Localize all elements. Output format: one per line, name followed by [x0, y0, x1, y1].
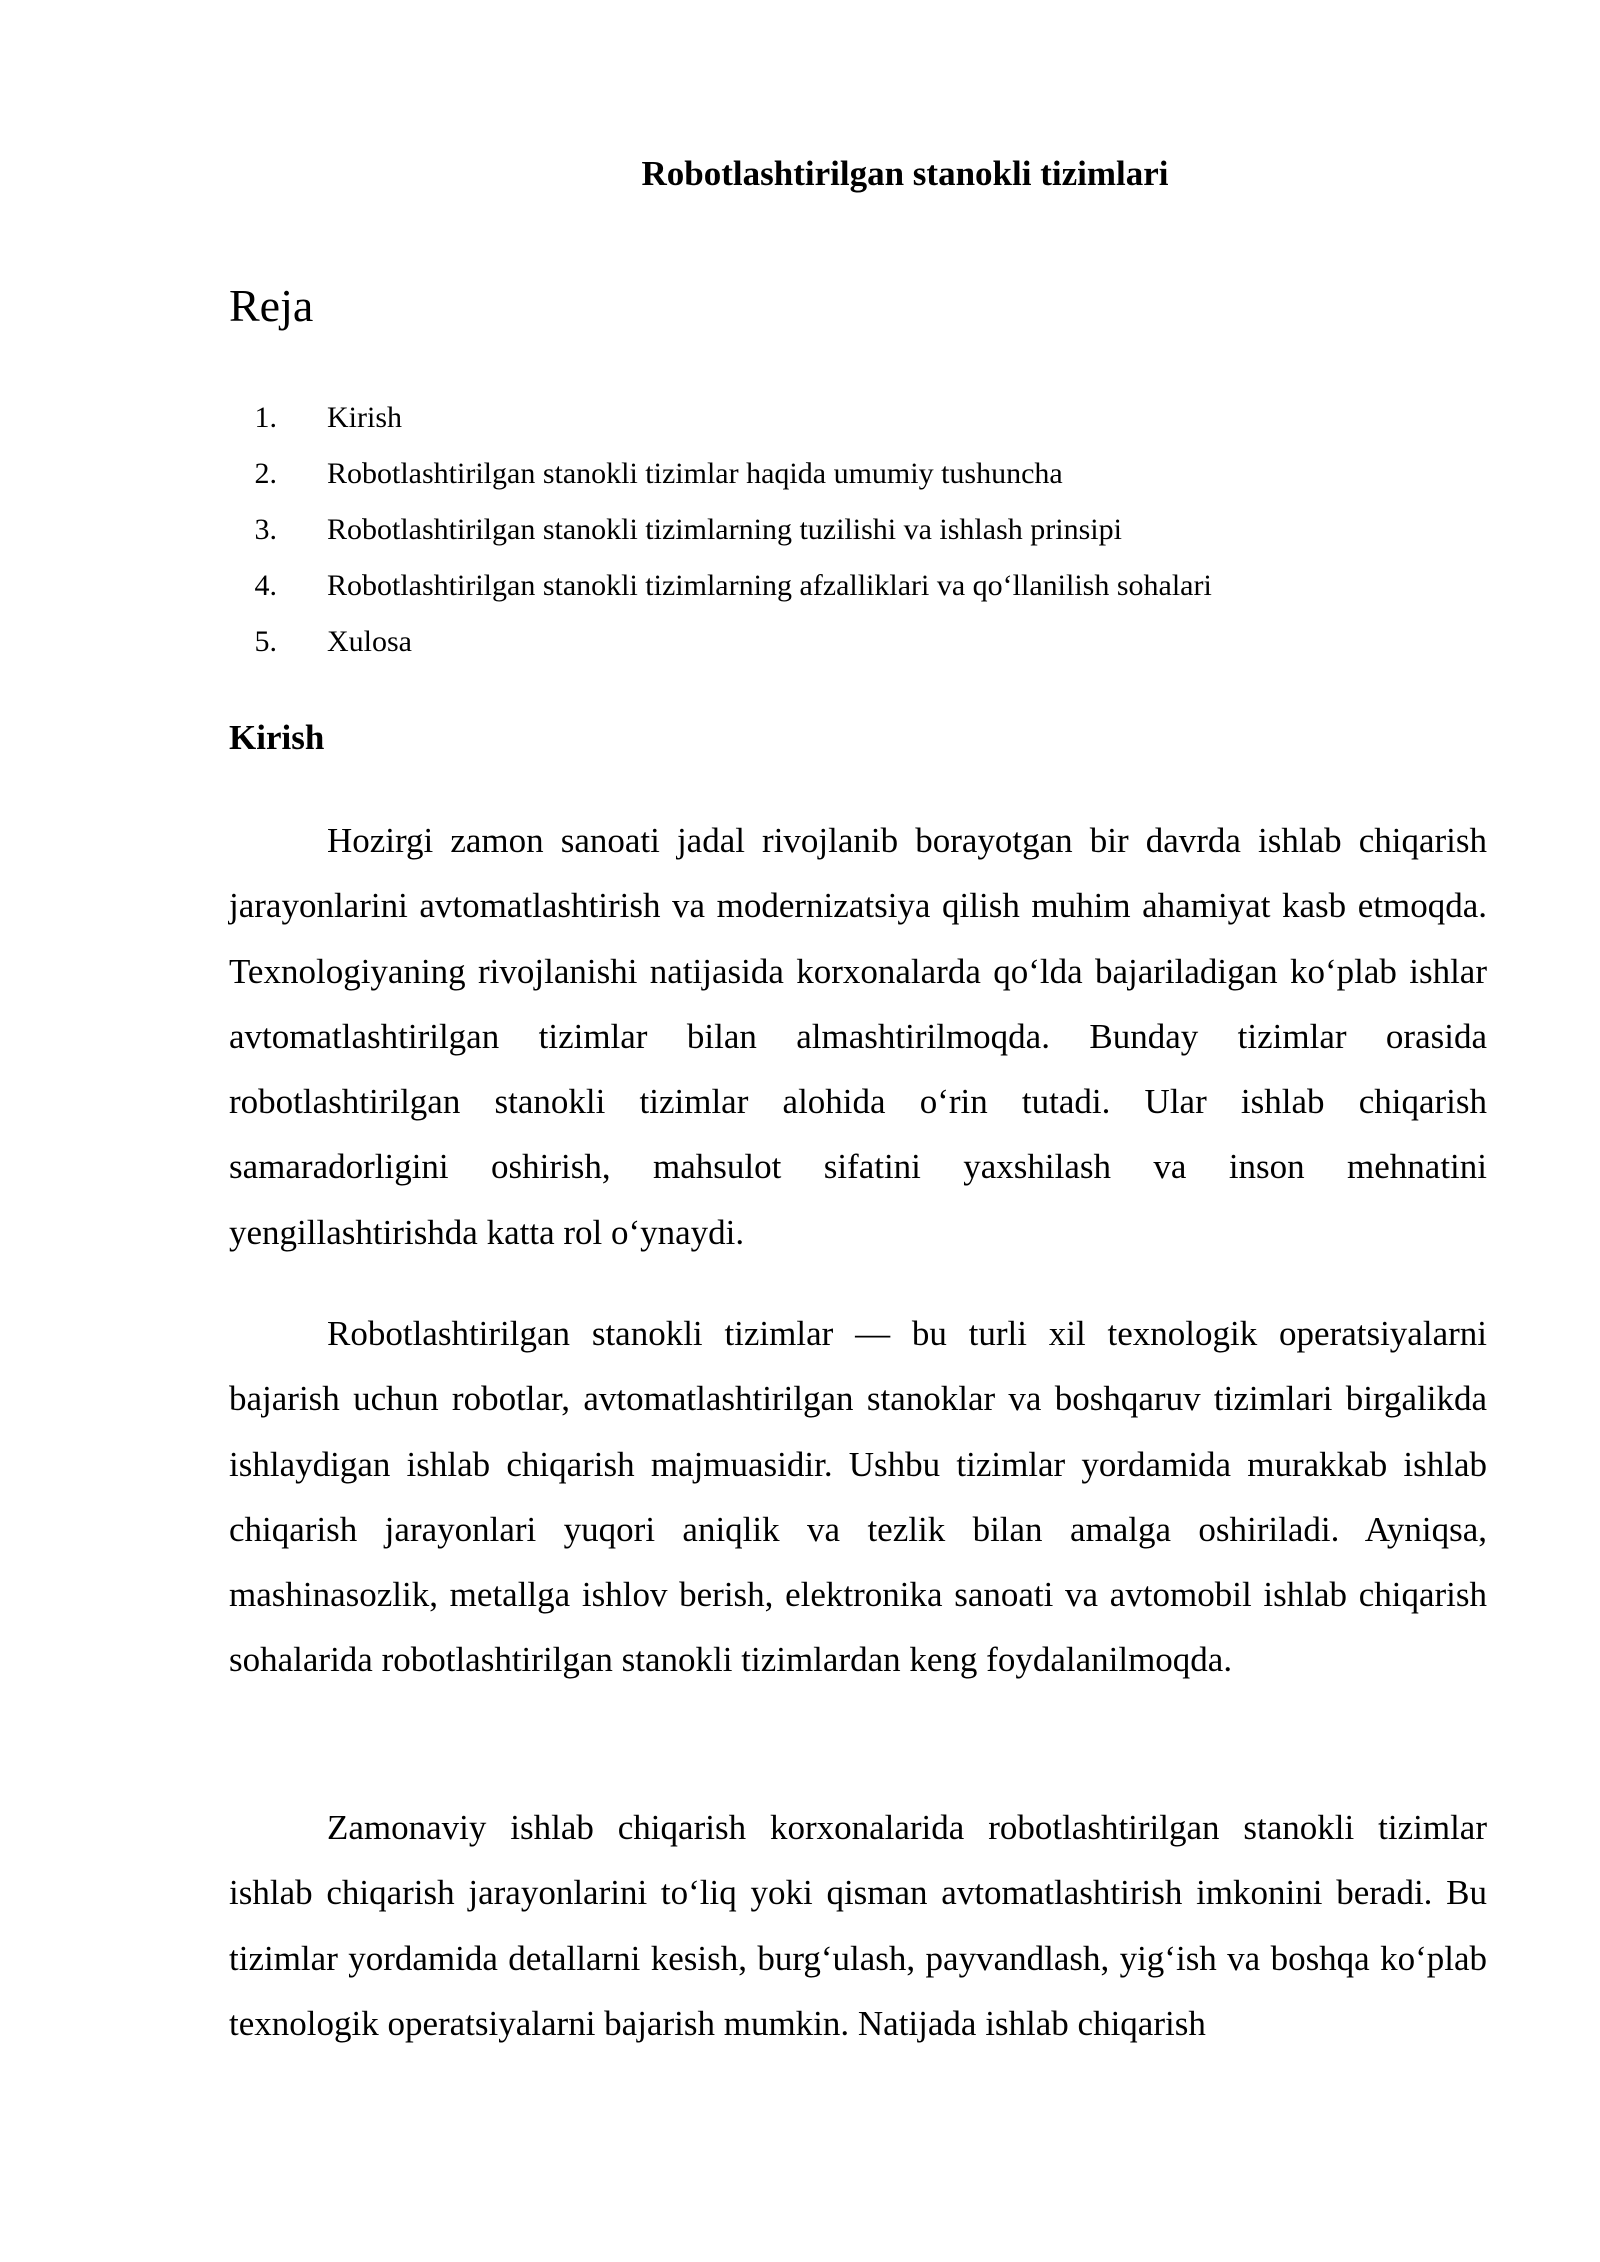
- plan-heading: Reja: [229, 280, 314, 331]
- plan-item-text: Xulosa: [327, 625, 412, 658]
- paragraph-3: Zamonaviy ishlab chiqarish korxonalarida robotlashtirilgan stanokli tizimlar ishlab chiqarish jarayonlarini to‘liq yoki qisman avtomatlashtirish imkonini beradi. Bu tizimlar yordamida detallarni kesish, burg‘ulash, payvandlash, yig‘ish va boshqa ko‘plab texnologik operatsiyalarni bajarish mumkin. Natijada ishlab chiqarish: [229, 1808, 1487, 2043]
- document-page: Robotlashtirilgan stanokli tizimlari Reja 1. Kirish 2. Robotlashtirilgan stanokli tizimlar haqida umumiy tushuncha 3. Robotlashtirilgan stanokli tizimlarning tuzilishi va ishlash prinsipi 4. Robotlashtirilgan stanokli tizimlarning afzalliklari va qo‘llanilish sohalari 5. Xulosa Kirish Hozirgi zamon sanoati jadal rivojlanib borayotgan bir davrda ishlab chiqarish jarayonlarini avtomatlashtirish va modernizatsiya qilish muhim ahamiyat kasb etmoqda. Texnologiyaning rivojlanishi natijasida korxonalarda qo‘lda bajariladigan ko‘plab ishlar avtomatlashtirilgan tizimlar bilan almashtirilmoqda. Bunday tizimlar orasida robotlashtirilgan stanokli tizimlar alohida o‘rin tutadi. Ular ishlab chiqarish samaradorligini oshirish, mahsulot sifatini yaxshilash va inson mehnatini yengillashtirishda katta rol o‘ynaydi. Robotlashtirilgan stanokli tizimlar — bu turli xil texnologik operatsiyalarni bajarish uchun robotlar, avtomatlashtirilgan stanoklar va boshqaruv tizimlari birgalikda ishlaydigan ishlab chiqarish majmuasidir. Ushbu tizimlar yordamida murakkab ishlab chiqarish jarayonlari yuqori aniqlik va tezlik bilan amalga oshiriladi. Ayniqsa, mashinasozlik, metallga ishlov berish, elektronika sanoati va avtomobil ishlab chiqarish sohalarida robotlashtirilgan stanokli tizimlardan keng foydalanilmoqda. Zamonaviy ishlab chiqarish korxonalarida robotlashtirilgan stanokli tizimlar ishlab chiqarish jarayonlarini to‘liq yoki qisman avtomatlashtirish imkonini beradi. Bu tizimlar yordamida detallarni kesish, burg‘ulash, payvandlash, yig‘ish va boshqa ko‘plab texnologik operatsiyalarni bajarish mumkin. Natijada ishlab chiqarish: [0, 0, 1600, 2262]
- plan-item-text: Robotlashtirilgan stanokli tizimlarning afzalliklari va qo‘llanilish sohalari: [327, 569, 1212, 602]
- paragraph-1: Hozirgi zamon sanoati jadal rivojlanib borayotgan bir davrda ishlab chiqarish jarayonlarini avtomatlashtirish va modernizatsiya qilish muhim ahamiyat kasb etmoqda. Texnologiyaning rivojlanishi natijasida korxonalarda qo‘lda bajariladigan ko‘plab ishlar avtomatlashtirilgan tizimlar bilan almashtirilmoqda. Bunday tizimlar orasida robotlashtirilgan stanokli tizimlar alohida o‘rin tutadi. Ular ishlab chiqarish samaradorligini oshirish, mahsulot sifatini yaxshilash va inson mehnatini yengillashtirishda katta rol o‘ynaydi.: [229, 821, 1487, 1252]
- plan-item-text: Kirish: [327, 401, 402, 434]
- plan-item-text: Robotlashtirilgan stanokli tizimlar haqida umumiy tushuncha: [327, 457, 1063, 490]
- paragraph-2: Robotlashtirilgan stanokli tizimlar — bu turli xil texnologik operatsiyalarni bajarish uchun robotlar, avtomatlashtirilgan stanoklar va boshqaruv tizimlari birgalikda ishlaydigan ishlab chiqarish majmuasidir. Ushbu tizimlar yordamida murakkab ishlab chiqarish jarayonlari yuqori aniqlik va tezlik bilan amalga oshiriladi. Ayniqsa, mashinasozlik, metallga ishlov berish, elektronika sanoati va avtomobil ishlab chiqarish sohalarida robotlashtirilgan stanokli tizimlardan keng foydalanilmoqda.: [229, 1314, 1487, 1680]
- section-heading-kirish: Kirish: [229, 718, 325, 757]
- document-title: Robotlashtirilgan stanokli tizimlari: [641, 154, 1169, 193]
- plan-item-text: Robotlashtirilgan stanokli tizimlarning tuzilishi va ishlash prinsipi: [327, 513, 1122, 546]
